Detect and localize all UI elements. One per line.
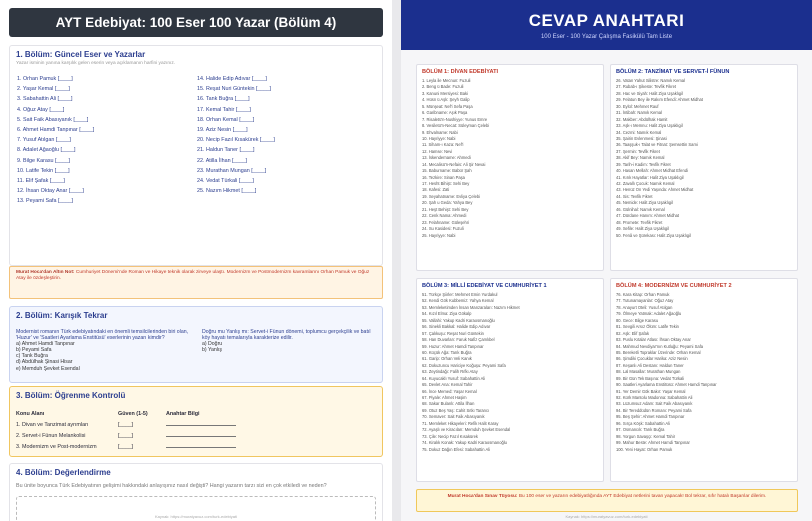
answer-item: 37. Şermin: Tevfik Fikret [616,148,660,154]
answer-item: 24. Su Kasidesi: Fuzuli [422,226,464,232]
answer-item: 81. Sevgili Arsız Ölüm: Latife Tekin [616,324,679,330]
author-item: 25. Nazım Hikmet [____] [197,188,257,195]
author-column-left [16,74,196,206]
answer-item: 3. Kanuni Mersiyesi: Baki [422,90,468,96]
author-item: 24. Vedat Türkali [____] [197,177,254,184]
answer-option: a) Doğru [202,341,223,348]
answer-item: 15. Baburname: Babür Şah [422,168,472,174]
answer-item: 11. Siham-ı Kaza: Nef'i [422,142,464,148]
author-item: 11. Elif Şafak [____] [17,177,65,184]
header-key-info: Anahtar Bilgi [166,410,200,417]
section-evaluation [9,463,383,521]
answer-item: 4. Hüsn ü Aşk: Şeyh Galip [422,97,470,103]
answer-item: 21. Heşt Behişt: Sehi Bey [422,206,469,212]
answer-item: 20. Şah u Geda: Yahya Bey [422,200,473,206]
section-title: 1. Bölüm: Güncel Eser ve Yazarlar [16,50,146,59]
section-learning-check [9,386,383,457]
answer-item: 85. Bereketli Topraklar Üzerinde: Orhan Kemal [616,349,701,355]
key-info-cell[interactable] [166,443,256,450]
answer-item: 22. Cenk Nama: Ahmedi [422,213,467,219]
topic-cell: 2. Servet-i Fünun Melankolisi [16,432,86,439]
author-item: 20. Necip Fazıl Kısakürek [____] [197,137,275,144]
question-text: Doğru mu Yanlış mı: Servet-i Fünun dönemi, toplumcu gerçekçilik ve batıl köy hayatı temalarıyla karakterize edilir. [202,329,371,342]
author-item: 23. Murathan Mungan [____] [197,167,267,174]
answer-item: 36. Taaşşuk-ı Talat ve Fitnat: Şemsettin Sami [616,142,698,148]
answer-item: 84. Mahmud Nevdiyar'nın Kutluğu: Peyami Safa [616,343,704,349]
note-text: Cumhuriyet Dönemi'nde Roman ve Hikaye teknik olarak zirveye ulaştı. Modernizm ve Postmodernizm kavramlarını Orhan Pamuk ve Oğuz Atay ile özdeşleştirin. [16,270,370,282]
answer-item: 68. Sakar Bulanlı: Attila İlhan [422,401,475,407]
answer-option: b) Yanlış [202,347,222,354]
answer-item: 23. Felahname: Güleşehri [422,219,470,225]
answer-key-page [401,0,812,521]
answer-item: 51. Türkçe Şiirler: Mehmet Emin Yurdakul [422,292,498,297]
author-column-right [196,74,376,206]
answer-item: 100. Yeni Hayat: Orhan Pamuk [616,446,673,452]
worksheet-title: AYT Edebiyat: 100 Eser 100 Yazar (Bölüm 4) [9,8,383,37]
note-label: Murat Hoca'dan Sınav Tüyosu: [447,494,518,499]
answer-item: 69. Otuz Beş Yaş: Cahit Sıtkı Tarancı [422,407,490,413]
answer-item: 87. Keşanlı Ali Destanı: Haldun Taner [616,362,684,368]
author-item: 15. Reşat Nuri Güntekin [____] [197,86,272,93]
box-title: BÖLÜM 1: DİVAN EDEBİYATI [422,69,499,75]
answer-item: 1. Leyla ile Mecnun: Fuzuli [422,78,471,83]
author-item: 14. Halide Edip Adıvar [____] [197,76,267,82]
key-info-cell[interactable] [166,421,256,428]
answer-line [166,432,236,437]
answer-box-milli [416,278,604,482]
answer-item: 60. Küçük Ağa: Tarık Buğra [422,349,472,355]
answer-item: 73. Çile: Necip Fazıl Kısakürek [422,433,478,439]
section-title: 4. Bölüm: Değerlendirme [16,468,111,477]
answer-item: 44. Sis: Tevfik Fikret [616,193,653,199]
answer-item: 12. Hamse: Nevi [422,148,453,154]
key-info-cell[interactable] [166,432,256,439]
author-item: 6. Ahmet Hamdi Tanpınar [____] [17,126,95,133]
answer-option: d) Abdülhak Şinasi Hisar [16,359,73,366]
section-subtitle: Yazar isminin yanına karşılık gelen eserin veya açıklamanın harfini yazınız. [16,61,176,66]
answer-item: 67. Piyale: Ahmet Haşim [422,395,467,400]
table-header [16,408,376,419]
answer-item: 74. Kiralık Konak: Yakup Kadri Karaosmanoğlu [422,440,507,446]
answer-item: 42. Zavallı Çocuk: Namık Kemal [616,181,675,186]
answer-box-modern [610,278,798,482]
answer-item: 86. Şimdiki Çocuklar Harika: Aziz Nesin [616,356,688,362]
answer-item: 55. Vallahi: Yakup Kadri Karaosmanoğlu [422,317,495,323]
answer-item: 28. Hac ve Siyah: Halit Ziya Uşaklıgil [616,90,683,96]
answer-item: 88. Lal Masallar: Murathan Mungan [616,369,681,375]
author-item: 7. Yusuf Atılgan [____] [17,137,71,144]
author-item: 10. Latife Tekin [____] [17,167,70,174]
answer-option: e) Memduh Şevket Esendal [16,365,80,372]
topic-cell: 1. Divan ve Tanzimat ayrımları [16,421,89,428]
gold-note [9,266,383,299]
answer-item: 14. Mecalisü'n-Nefais: Ali Şir Nevai [422,161,486,167]
answer-item: 41. Kırık Hayatlar: Halit Ziya Uşaklıgil [616,174,684,180]
answer-item: 10. Hayriyye: Nabi [422,135,456,141]
footer-source: Kaynak: https://muratyavuz.com/turk-edebiyati [565,514,648,519]
section-title: 3. Bölüm: Öğrenme Kontrolü [16,391,126,400]
answer-item: 5. Münşeat: Nef'i Sefa Paşa [422,103,473,109]
confidence-cell: [____] [118,421,133,428]
answer-item: 30. Eylül: Mehmet Rauf [616,103,659,109]
answer-item: 25. Hayriyye: Nabi [422,232,456,238]
answer-item: 61. Garip: Orhan Veli Kanık [422,356,472,362]
answer-item: 17. Hesht Bihişt: Sehi Bey [422,181,470,186]
answer-item: 80. Gece: Bilge Karasu [616,317,659,323]
author-item: 13. Peyami Safa [____] [17,198,74,205]
answer-item: 32. Makber: Abdülhak Hamit [616,116,668,122]
author-item: 17. Kemal Tahir [____] [197,106,251,113]
worksheet-page [0,0,392,521]
answer-item: 70. Semaver: Sait Faik Abasıyanık [422,414,485,420]
answer-item: 64. Kuyucaklı Yusuf: Sabahattin Ali [422,375,486,381]
section-mixed-review [9,306,383,383]
answer-item: 96. Sırça Köşk: Sabahattin Ali [616,420,670,426]
answer-key-header [401,0,812,50]
question-1 [16,329,196,372]
answer-item: 75. Dokuz Dağın Efesi: Sabahattin Ali [422,446,491,452]
answer-item: 56. Sinekli Bakkal: Halide Edip Adıvar [422,324,491,330]
answer-item: 9. Ehvalname: Nabi [422,129,458,135]
box-title: BÖLÜM 2: TANZİMAT VE SERVET-İ FÜNUN [616,69,730,75]
answer-item: 66. İnce Memed: Yaşar Kemal [422,388,477,394]
answer-item: 94. Bir Tereddüdün Romanı: Peyami Safa [616,407,692,413]
table-row [16,441,376,452]
answer-option: c) Tank Buğra [16,353,48,360]
answer-item: 47. Dürdane Hanım: Ahmet Midhat [616,213,680,219]
author-item: 16. Tank Buğra [____] [197,96,250,103]
answer-key-title: CEVAP ANAHTARI [528,11,685,30]
answer-item: 40. Hasan Mellah: Ahmet Midhat Efendi [616,168,688,174]
header-topic: Konu Alanı [16,410,45,417]
check-table [16,408,376,452]
answer-item: 38. Akif Bey: Namık Kemal [616,155,665,161]
author-item: 19. Aziz Nesin [____] [197,126,248,133]
answer-item: 77. Tutunamayanlar: Oğuz Atay [616,298,674,304]
author-item: 2. Yaşar Kemal [____] [17,86,70,93]
answer-item: 50. Fenâ ve Şürekası: Halit Ziya Uşaklıgil [616,232,691,238]
answer-item: 89. Bir Gün Tek Başına: Vedat Türkali [616,375,685,381]
answer-item: 93. Lüzumsuz Adam: Sait Faik Abasıyanık [616,401,693,407]
answer-item: 26. Vatan Yahut Silistre: Namık Kemal [616,78,685,83]
confidence-cell: [____] [118,432,133,439]
answer-item: 2. Beng ü Bade: Fuzuli [422,84,464,90]
topic-cell: 3. Modernizm ve Post-modernizm [16,443,97,450]
answer-item: 58. Han Duvarları: Faruk Nafiz Çamlıbel [422,337,495,343]
answer-line [166,443,236,448]
answer-item: 63. Zeytindağı: Falih Rıfkı Atay [422,369,478,375]
answer-item: 53. Memleketimden İnsan Manzaraları: Nazım Hikmet [422,304,520,310]
answer-item: 98. Yorgun Savaşçı: Kemal Tahir [616,433,676,439]
answer-item: 52. Kendi Gök Kubbemiz: Yahya Kemal [422,298,494,304]
answer-item: 16. Tezkire: Sinan Paşa [422,174,465,180]
note-label: Murat Hoca'dan Altın Not: [16,270,75,275]
question-2 [196,329,376,372]
answer-item: 90. Saatleri Ayarlama Enstitüsü: Ahmet Hamdi Tanpınar [616,382,717,388]
answer-item: 82. Aşk: Elif Şafak [616,330,649,336]
header-confidence: Güven (1-5) [118,410,148,417]
answer-item: 29. Felatun Bey ile Rakım Efendi: Ahmet Midhat [616,97,703,103]
evaluation-question: Bu ünite boyunca Türk Edebiyatının gelişimi hakkındaki anlayışınız nasıl değişti? Hangi yazarın tarzı sizi en çok etkiledi ve neden? [16,483,327,489]
author-item: 1. Orhan Pamuk [____] [17,76,73,82]
answer-item: 79. Ölmeye Yatmak: Adalet Ağaoğlu [616,311,682,317]
answer-item: 13. İskendername: Ahmedi [422,155,471,161]
answer-item: 57. Çalıkuşu: Reşat Nuri Güntekin [422,330,484,336]
answer-item: 95. Beş Şehir: Ahmet Hamdi Tanpınar [616,414,685,420]
question-text: Modernist romanın Türk edebiyatındaki en önemli temsilcilerinden biri olan, 'Huzur' ve 'Saatleri Ayarlama Enstitüsü' eserlerinin yazarı kimdir? [16,329,189,342]
author-item: 9. Bilge Karasu [____] [17,157,71,164]
author-item: 18. Orhan Kemal [____] [197,116,255,123]
answer-item: 49. Sefile: Halit Ziya Uşaklıgil [616,226,670,232]
answer-item: 59. Huzur: Ahmet Hamdi Tanpınar [422,343,484,349]
answer-item: 72. Ayaşlı ve Kiracıları: Memduh Şevket Esendal [422,427,511,433]
answer-item: 18. Kafesi: Zati [422,187,450,193]
answer-option: b) Peyami Safa [16,347,52,354]
answer-item: 8. Vesiletü'n-Necat: Süleyman Çelebi [422,123,490,129]
author-item: 21. Haldun Taner [____] [197,147,255,154]
answer-item: 6. Garibname: Aşık Paşa [422,110,468,116]
answer-item: 54. Kızıl Elma: Ziya Gökalp [422,311,472,317]
answer-item: 31. İntibah: Namık Kemal [616,110,662,116]
answer-option: a) Ahmet Hamdi Tanpınar [16,341,75,348]
answer-box-divan [416,64,604,271]
author-item: 3. Sabahattin Ali [____] [17,96,73,103]
author-item: 12. İhsan Oktay Anar [____] [17,188,84,195]
table-row [16,430,376,441]
confidence-cell: [____] [118,443,133,450]
answer-item: 45. Nemide: Halit Ziya Uşaklıgil [616,200,673,206]
exam-tip-note [416,489,798,512]
section-title: 2. Bölüm: Karışık Tekrar [16,311,108,320]
answer-item: 39. Tarih-i Kadim: Tevfik Fikret [616,161,671,167]
answer-item: 27. Rubab-ı Şikeste: Tevfik Fikret [616,84,676,90]
answer-item: 62. Dokuzuncu Hariciye Koğuşu: Peyami Safa [422,362,506,368]
box-title: BÖLÜM 4: MODERNİZM VE CUMHURİYET 2 [616,283,732,289]
answer-box-tanzimat [610,64,798,271]
answer-item: 19. Seyahatname: Evliya Çelebi [422,193,481,199]
footer-source: Kaynak: https://muratyavuz.com/turk-edebiyati [154,514,238,519]
answer-item: 76. Kara Kitap: Orhan Pamuk [616,292,670,297]
answer-item: 83. Puslu Kıtalar Atlası: İhsan Oktay Anar [616,337,691,343]
table-row [16,419,376,430]
answer-item: 71. Memleket Hikayeleri: Refik Halit Karay [422,420,499,426]
author-item: 22. Atilla İlhan [____] [197,157,248,164]
answer-item: 97. Osmancık: Tarık Buğra [616,427,665,433]
answer-item: 91. Yer Demir Gök Bakır: Yaşar Kemal [616,388,686,394]
note-text: Bu 100 eser ve yazarın edebiyatlığında AYT Edebiyat netlerini tavan yapacak! Bol tekrar, sıfır hatalı Başarılar dilerim. [518,494,767,499]
answer-item: 34. Cezmi: Namık Kemal [616,129,662,135]
answer-item: 99. Mahur Beste: Ahmet Hamdi Tanpınar [616,440,690,446]
answer-key-subtitle: 100 Eser - 100 Yazar Çalışma Fasikülü Tam Liste [540,34,673,40]
answer-item: 7. Risaletü'n-Nushiyye: Yunus Emre [422,116,488,122]
answer-item: 48. Promete: Tevfik Fikret [616,219,663,225]
answer-line [166,421,236,426]
author-item: 8. Adalet Ağaoğlu [____] [17,147,76,154]
answer-item: 92. Kürk Mantolu Madonna: Sabahattin Ali [616,395,693,400]
section-current-works [9,45,383,266]
author-item: 4. Oğuz Atay [____] [17,106,65,113]
answer-item: 46. Gülnihal: Namık Kemal [616,206,665,212]
answer-item: 33. Aşk-ı Memnu: Halit Ziya Uşaklıgil [616,123,683,129]
answer-item: 35. Şairin Evlenmesi: Şinasi [616,135,667,141]
box-title: BÖLÜM 3: MİLLİ EDEBİYAT VE CUMHURİYET 1 [422,283,547,289]
answer-item: 78. Anayurt Oteli: Yusuf Atılgan [616,304,673,310]
author-item: 5. Sait Faik Abasıyanık [____] [17,116,89,123]
answer-item: 43. Henüz On Yedi Yaşında: Ahmet Midhat [616,187,694,193]
answer-item: 65. Devlet Ana: Kemal Tahir [422,382,473,388]
